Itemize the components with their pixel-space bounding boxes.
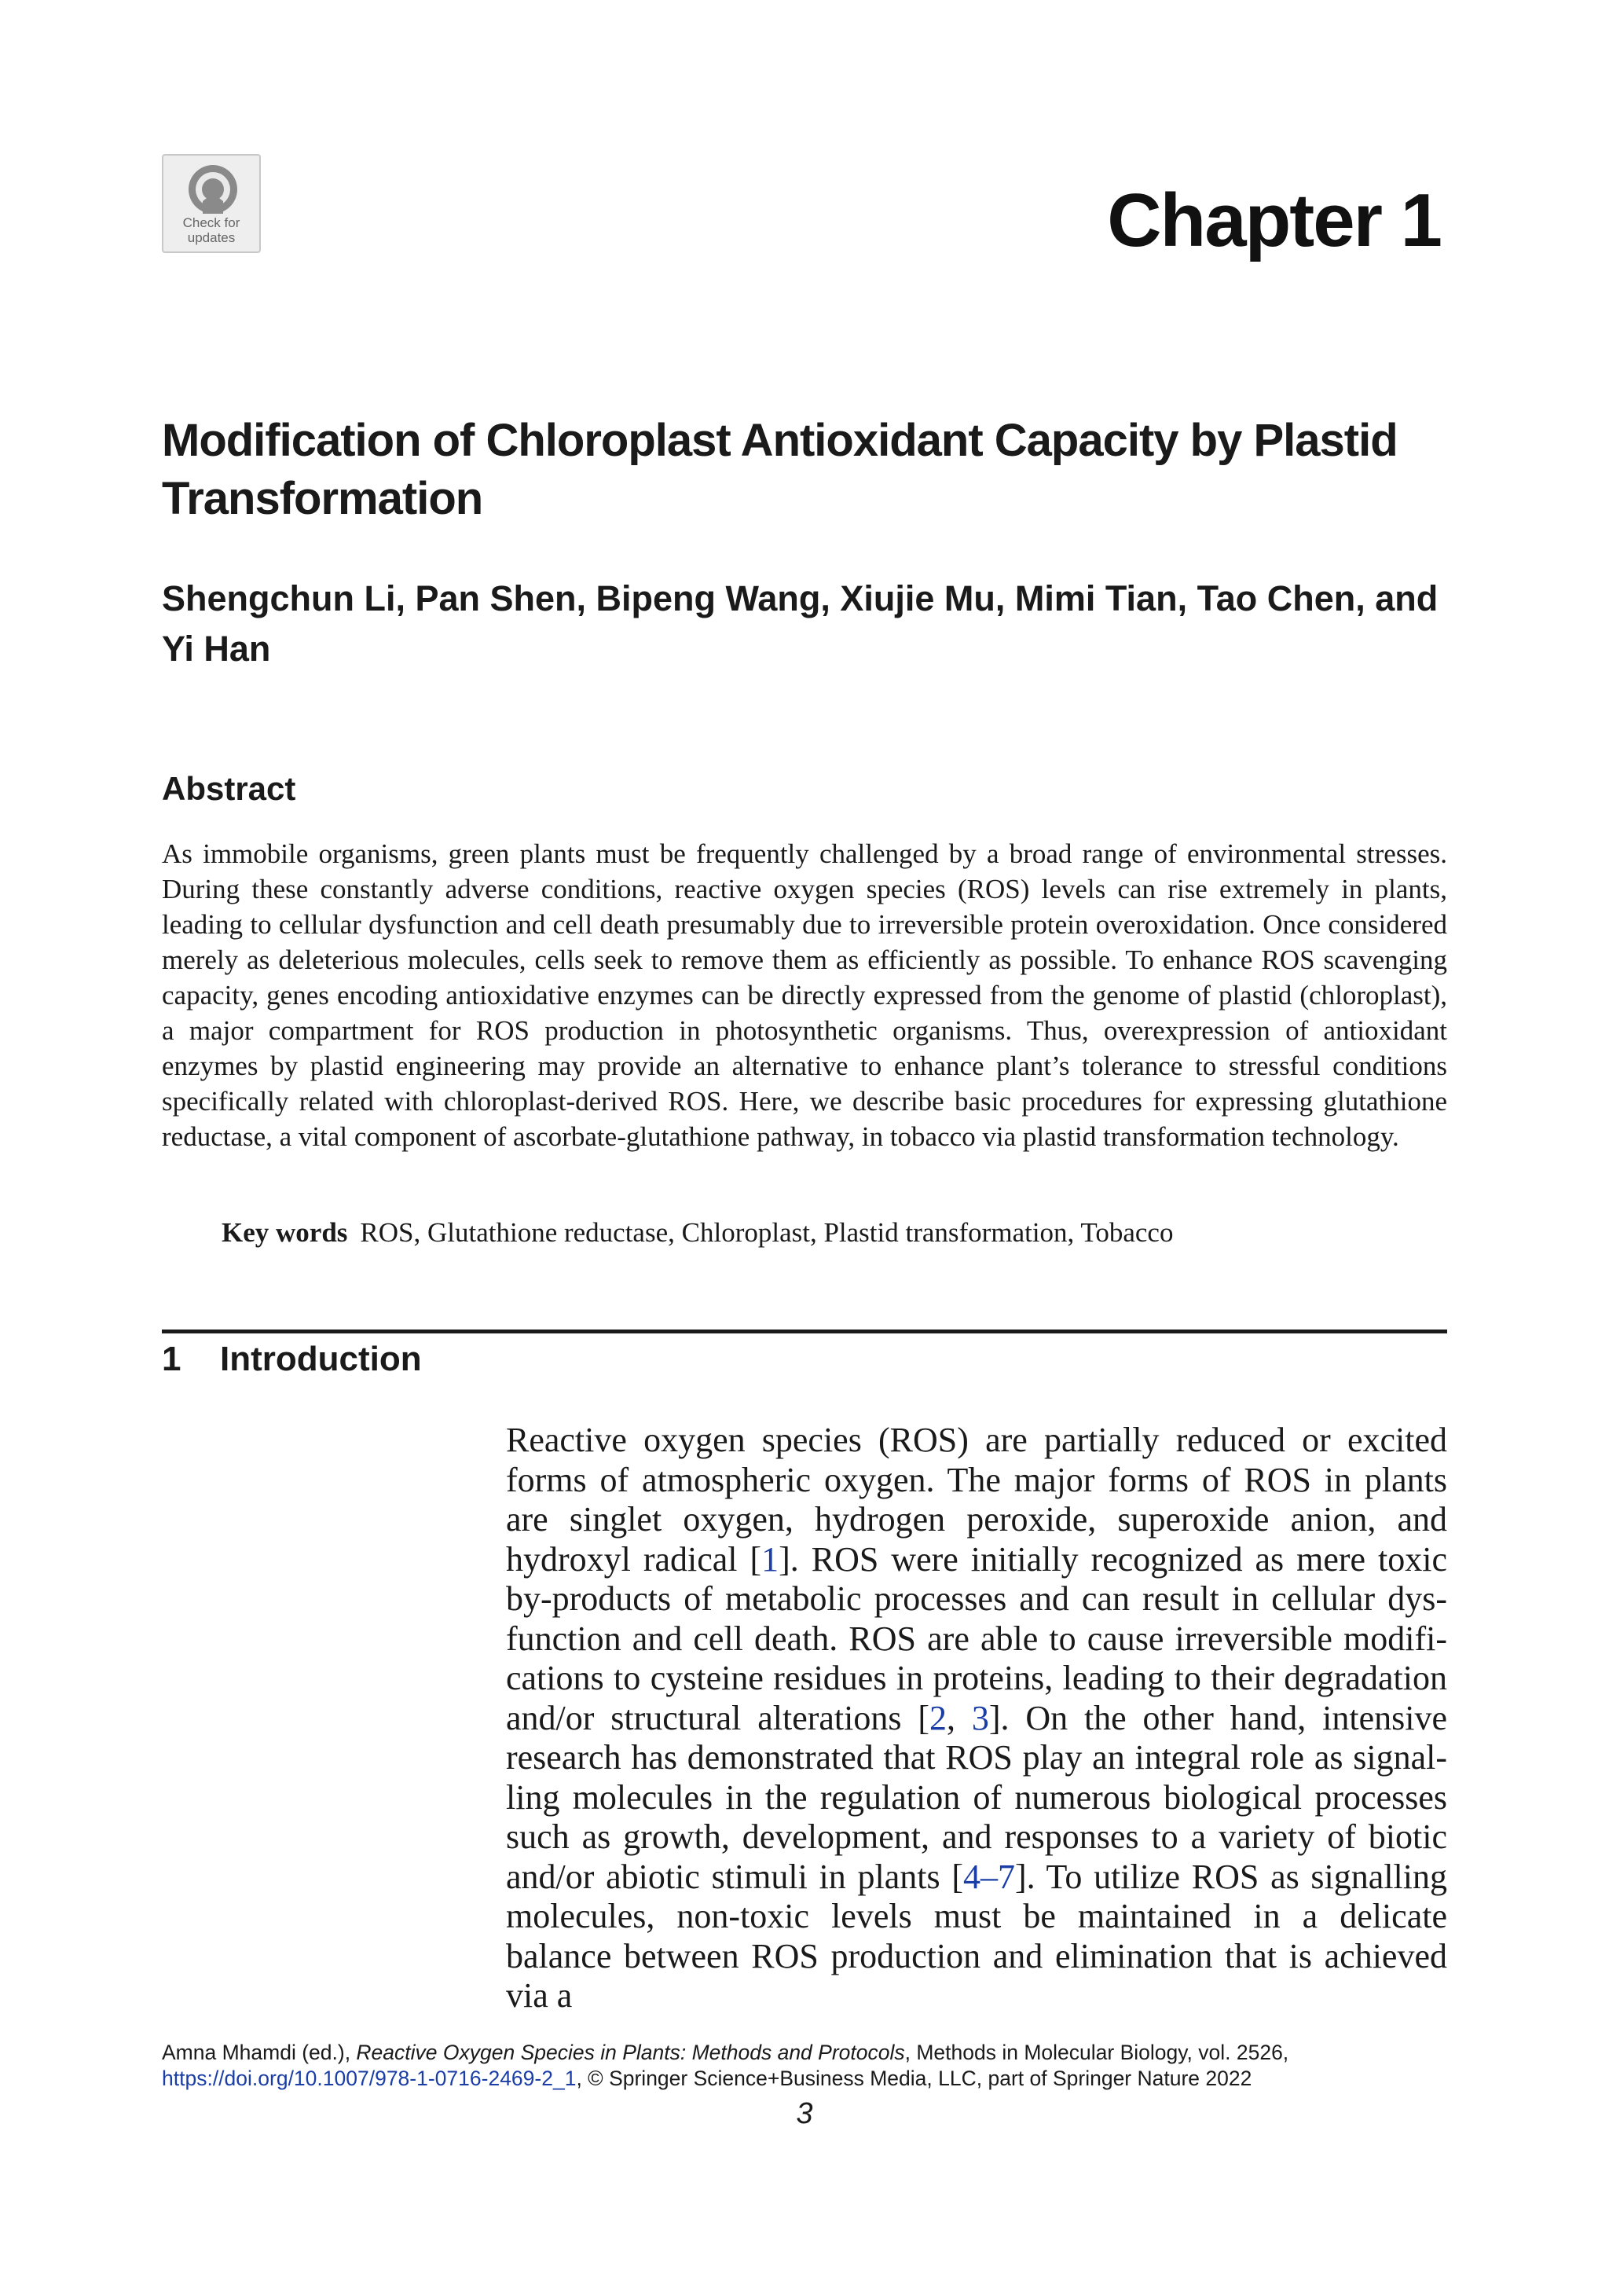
section-title: Introduction	[220, 1340, 422, 1378]
abstract-heading: Abstract	[162, 770, 296, 807]
keywords-text: ROS, Glutathione reductase, Chloroplast, Plastid transformation, Tobacco	[360, 1217, 1174, 1248]
citation-link[interactable]: 1	[761, 1539, 779, 1579]
doi-link[interactable]: https://doi.org/10.1007/978-1-0716-2469-2_1	[162, 2067, 577, 2090]
badge-label: Check for updates	[182, 215, 240, 245]
book-title: Reactive Oxygen Species in Plants: Methods and Protocols	[356, 2041, 905, 2064]
crossmark-icon	[187, 163, 239, 215]
section-divider	[162, 1330, 1447, 1333]
section-heading	[162, 1336, 422, 1383]
abstract-text: As immobile organisms, green plants must be frequently challenged by a broad range of environmental stresses. During these constantly adverse conditions, reactive oxygen species (ROS) levels can rise extremely in plants, leading to cellular dysfunction and cell death presumably due to irreversible protein overoxidation. Once considered merely as deleterious molecules, cells seek to remove them as efficiently as possible. To enhance ROS scavenging capacity, genes encoding antioxidative enzymes can be directly expressed from the genome of plastid (chloroplast), a major compartment for ROS production in photosynthetic organisms. Thus, overexpression of antioxidant enzymes by plastid engineering may provide an alternative to enhance plant’s tolerance to stressful conditions specifically related with chloroplast-derived ROS. Here, we describe basic procedures for expressing glutathione reductase, a vital component of ascorbate-glutathione pathway, in tobacco via plastid transformation technology.	[162, 838, 1447, 1152]
page-number: 3	[796, 2097, 813, 2130]
keywords-label: Key words	[222, 1217, 348, 1248]
citation-link[interactable]: 3	[971, 1698, 989, 1737]
citation-footer: Amna Mhamdi (ed.), Reactive Oxygen Species in Plants: Methods and Protocols, Methods in Molecular Biology, vol. 2526, https://doi.org/10.1007/978-1-0716-2469-2_1, © Springer Science+Business Media, LLC, part of Springer Nature 2022	[162, 2041, 1289, 2090]
citation-link[interactable]: 2	[929, 1698, 947, 1737]
citation-link[interactable]: 4–7	[962, 1857, 1015, 1896]
authors: Shengchun Li, Pan Shen, Bipeng Wang, Xiujie Mu, Mimi Tian, Tao Chen, and Yi Han	[162, 578, 1439, 669]
section-number: 1	[162, 1340, 181, 1378]
article-title: Modification of Chloroplast Antioxidant Capacity by Plastid Transformation	[162, 415, 1398, 524]
keywords	[222, 1215, 1447, 1250]
check-for-updates-badge[interactable]	[162, 154, 261, 253]
introduction-paragraph: Reactive oxygen species (ROS) are partially reduced or excited forms of atmospheric oxygen. The major forms of ROS in plants are singlet oxygen, hydrogen peroxide, superoxide anion, and hydroxyl radical [1]. ROS were initially recognized as mere toxic by-products of metabolic processes and can result in cellular dysfunction and cell death. ROS are able to cause irreversible modifications to cysteine residues in proteins, leading to their degradation and/or structural alterations [2, 3]. On the other hand, intensive research has demonstrated that ROS play an integral role as signalling molecules in the regulation of numerous biological processes such as growth, development, and responses to a variety of biotic and/or abiotic stimuli in plants [4–7]. To utilize ROS as signalling molecules, non-toxic levels must be maintained in a delicate balance between ROS production and elimination that is achieved via a	[506, 1421, 1448, 2015]
chapter-label: Chapter 1	[1107, 178, 1441, 262]
